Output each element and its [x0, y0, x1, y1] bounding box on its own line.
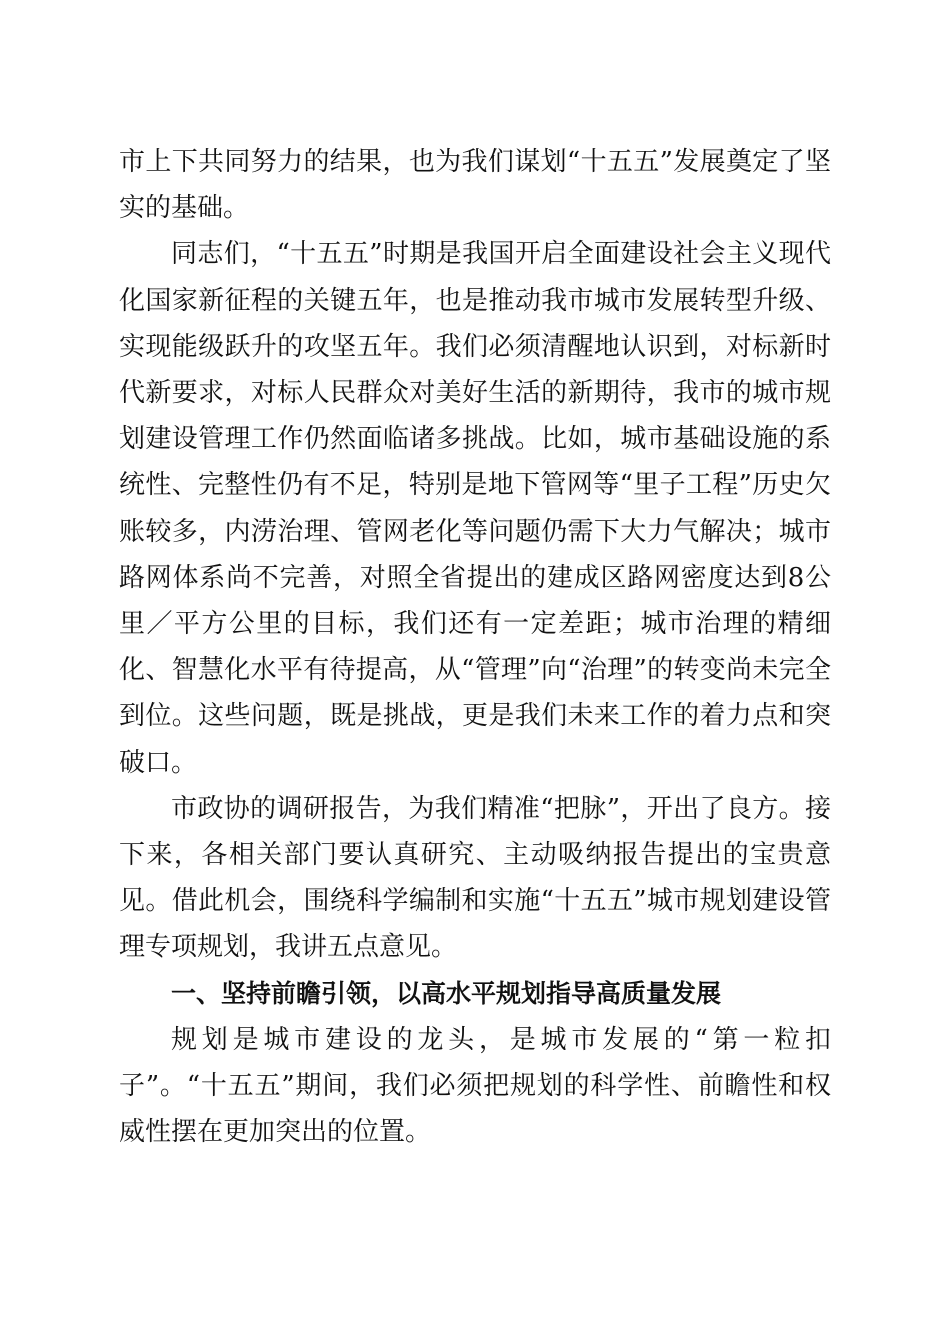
paragraph-continuation: 市上下共同努力的结果，也为我们谋划“十五五”发展奠定了坚实的基础。 — [119, 147, 831, 224]
document-body — [119, 139, 831, 1155]
paragraph-challenges: 同志们，“十五五”时期是我国开启全面建设社会主义现代化国家新征程的关键五年，也是推动我市城市发展转型升级、实现能级跃升的攻坚五年。我们必须清醒地认识到，对标新时代新要求，对标人民群众对美好生活的新期待，我市的城市规划建设管理工作仍然面临诸多挑战。比如，城市基础设施的系统性、完整性仍有不足，特别是地下管网等“里子工程”历史欠账较多，内涝治理、管网老化等问题仍需下大力气解决；城市路网体系尚不完善，对照全省提出的建成区路网密度达到8公里／平方公里的目标，我们还有一定差距；城市治理的精细化、智慧化水平有待提高，从“管理”向“治理”的转变尚未完全到位。这些问题，既是挑战，更是我们未来工作的着力点和突破口。 — [119, 239, 831, 778]
paragraph-research-report: 市政协的调研报告，为我们精准“把脉”，开出了良方。接下来，各相关部门要认真研究、主动吸纳报告提出的宝贵意见。借此机会，围绕科学编制和实施“十五五”城市规划建设管理专项规划，我讲五点意见。 — [119, 793, 831, 963]
paragraph-planning: 规划是城市建设的龙头，是城市发展的“第一粒扣子”。“十五五”期间，我们必须把规划的科学性、前瞻性和权威性摆在更加突出的位置。 — [119, 1024, 831, 1148]
section-heading: 一、坚持前瞻引领，以高水平规划指导高质量发展 — [171, 978, 722, 1008]
